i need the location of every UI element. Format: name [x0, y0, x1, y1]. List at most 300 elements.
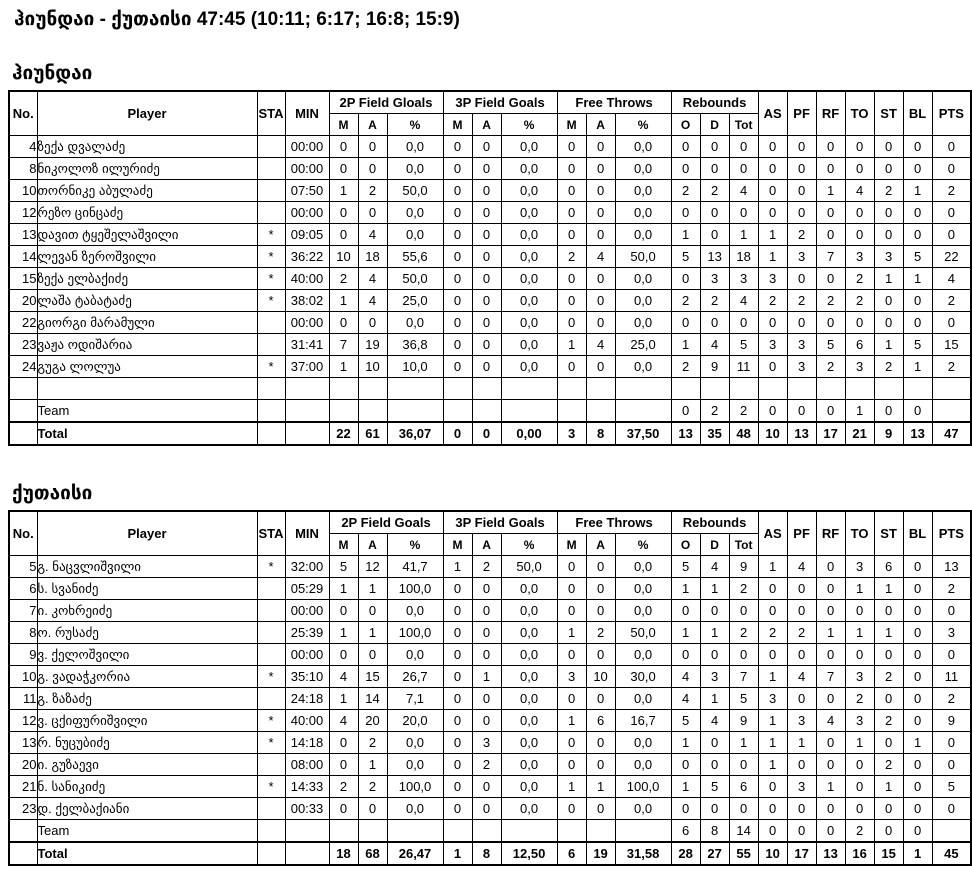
stat-cell: 0 — [443, 688, 472, 710]
stat-cell: 2 — [874, 710, 903, 732]
stat-cell: 1 — [358, 622, 387, 644]
stat-cell: 0 — [903, 622, 932, 644]
stat-cell: 0 — [443, 290, 472, 312]
player-row — [9, 732, 971, 754]
stat-cell: 3 — [787, 356, 816, 378]
team-row — [9, 400, 971, 423]
stat-cell: 0 — [557, 754, 586, 776]
stat-cell: 0 — [816, 644, 845, 666]
player-row — [9, 334, 971, 356]
stat-cell: 0 — [557, 202, 586, 224]
stat-cell: 0,0 — [501, 356, 557, 378]
stat-cell: 4 — [671, 666, 700, 688]
empty-cell — [285, 820, 329, 843]
stat-cell: 0 — [472, 422, 501, 445]
stat-cell: 0 — [329, 644, 358, 666]
subheader-d: D — [700, 114, 729, 136]
player-row — [9, 644, 971, 666]
stat-cell: 0 — [845, 754, 874, 776]
stat-cell: 1 — [874, 578, 903, 600]
stat-cell: 0,0 — [387, 202, 443, 224]
stat-cell: 0 — [586, 732, 615, 754]
stat-cell: 0 — [932, 644, 971, 666]
player-name: გ. ზაზაძე — [37, 688, 257, 710]
stat-cell: 10 — [586, 666, 615, 688]
stat-cell: 5 — [671, 710, 700, 732]
starter-mark — [257, 158, 285, 180]
stat-cell: 0 — [700, 312, 729, 334]
stat-cell: 3 — [729, 268, 758, 290]
stat-cell: 0 — [586, 556, 615, 578]
stat-cell: 1 — [671, 578, 700, 600]
stat-cell: 0 — [443, 578, 472, 600]
player-name — [37, 378, 257, 400]
stat-cell: 0,0 — [615, 290, 671, 312]
stat-cell: 3 — [700, 666, 729, 688]
stat-cell: 0 — [472, 268, 501, 290]
header-rebounds: Rebounds — [671, 91, 758, 114]
stat-cell: 9 — [932, 710, 971, 732]
stat-cell: 0 — [472, 202, 501, 224]
subheader-o: O — [671, 534, 700, 556]
stat-cell: 0 — [729, 136, 758, 158]
stat-cell: 13 — [700, 246, 729, 268]
empty-cell — [257, 842, 285, 865]
stat-cell: 55 — [729, 842, 758, 865]
stat-cell: 0 — [586, 754, 615, 776]
stat-cell: 2 — [586, 622, 615, 644]
stat-cell: 2 — [700, 400, 729, 423]
stat-cell: 2 — [874, 180, 903, 202]
starter-mark: * — [257, 224, 285, 246]
stat-cell: 0,0 — [615, 180, 671, 202]
stat-cell: 0 — [671, 798, 700, 820]
stat-cell: 0 — [671, 400, 700, 423]
player-row — [9, 136, 971, 158]
stat-cell: 0 — [932, 312, 971, 334]
stat-cell: 0,0 — [501, 666, 557, 688]
stat-cell — [358, 378, 387, 400]
subheader-percent: % — [615, 114, 671, 136]
stat-cell: 0 — [787, 312, 816, 334]
stat-cell: 0 — [787, 798, 816, 820]
stat-cell: 10 — [358, 356, 387, 378]
stat-cell: 0 — [472, 290, 501, 312]
stat-cell: 1 — [557, 776, 586, 798]
stat-cell: 0 — [932, 732, 971, 754]
header-pts: PTS — [932, 91, 971, 136]
header-bl: BL — [903, 511, 932, 556]
stat-cell: 0,0 — [501, 180, 557, 202]
stat-cell: 26,7 — [387, 666, 443, 688]
stat-cell: 3 — [845, 710, 874, 732]
stat-cell: 0 — [903, 202, 932, 224]
stat-cell: 0 — [816, 556, 845, 578]
stat-cell: 0,0 — [501, 622, 557, 644]
stat-cell: 2 — [845, 820, 874, 843]
starter-mark: * — [257, 246, 285, 268]
stat-cell: 0 — [787, 136, 816, 158]
stat-cell: 0 — [557, 268, 586, 290]
subheader-percent: % — [501, 114, 557, 136]
stat-cell: 0,0 — [387, 798, 443, 820]
stat-cell: 2 — [787, 290, 816, 312]
stat-cell: 0,0 — [615, 312, 671, 334]
stat-cell: 2 — [700, 290, 729, 312]
stat-cell: 0 — [557, 600, 586, 622]
stat-cell — [557, 400, 586, 423]
stat-cell: 0 — [671, 600, 700, 622]
stat-cell: 0 — [787, 268, 816, 290]
player-name: დავით ტყეშელაშვილი — [37, 224, 257, 246]
stat-cell: 2 — [932, 688, 971, 710]
player-name: ვ. ცქიფურიშვილი — [37, 710, 257, 732]
stat-cell: 22 — [932, 246, 971, 268]
stat-cell: 3 — [932, 622, 971, 644]
stat-cell: 0 — [557, 798, 586, 820]
stat-cell: 0 — [329, 798, 358, 820]
stat-cell: 0,0 — [501, 776, 557, 798]
team-name-home: ჰიუნდაი — [12, 63, 93, 84]
stat-cell: 0,0 — [615, 158, 671, 180]
stat-cell: 4 — [358, 290, 387, 312]
starter-mark — [257, 622, 285, 644]
stat-cell: 2 — [358, 732, 387, 754]
stat-cell: 0,0 — [501, 710, 557, 732]
stat-cell: 13 — [787, 422, 816, 445]
header-pf: PF — [787, 511, 816, 556]
stat-cell: 0 — [586, 158, 615, 180]
player-name: ზექა დვალაძე — [37, 136, 257, 158]
stat-cell: 2 — [700, 180, 729, 202]
stat-cell — [443, 820, 472, 843]
stat-cell: 9 — [700, 356, 729, 378]
stat-cell — [501, 400, 557, 423]
player-name: ნიკოლოზ ილურიძე — [37, 158, 257, 180]
stat-cell: 1 — [874, 622, 903, 644]
starter-mark — [257, 136, 285, 158]
stat-cell: 0 — [816, 400, 845, 423]
stat-cell: 0,0 — [501, 158, 557, 180]
stat-cell: 2 — [816, 356, 845, 378]
stat-cell — [932, 400, 971, 423]
stat-cell: 0 — [329, 202, 358, 224]
starter-mark: * — [257, 290, 285, 312]
stat-cell: 0,0 — [387, 136, 443, 158]
stat-cell: 0 — [758, 798, 787, 820]
stat-cell: 0 — [443, 666, 472, 688]
header-3p-field-goals: 3P Field Goals — [443, 511, 557, 534]
stat-cell: 0 — [358, 158, 387, 180]
minutes-played: 08:00 — [285, 754, 329, 776]
stat-cell: 0 — [845, 312, 874, 334]
stat-cell: 13 — [816, 842, 845, 865]
player-number: 11 — [9, 688, 37, 710]
stat-cell: 0 — [816, 688, 845, 710]
stat-cell: 50,0 — [615, 622, 671, 644]
stat-cell: 1 — [329, 290, 358, 312]
player-name: დ. ქელბაქიანი — [37, 798, 257, 820]
empty-cell — [257, 400, 285, 423]
stat-cell: 2 — [874, 754, 903, 776]
team-row-label: Team — [37, 820, 257, 843]
team-row-label: Team — [37, 400, 257, 423]
stat-cell: 0 — [472, 334, 501, 356]
stat-cell: 0 — [758, 158, 787, 180]
header-sta: STA — [257, 91, 285, 136]
empty-cell — [9, 422, 37, 445]
stat-cell: 0 — [932, 202, 971, 224]
minutes-played: 00:00 — [285, 136, 329, 158]
stat-cell: 0,0 — [501, 224, 557, 246]
stat-cell: 2 — [932, 356, 971, 378]
stat-cell: 0 — [932, 158, 971, 180]
stat-cell: 0 — [586, 600, 615, 622]
player-number: 24 — [9, 356, 37, 378]
stat-cell — [758, 378, 787, 400]
stat-cell — [586, 400, 615, 423]
stat-cell: 0 — [700, 798, 729, 820]
stat-cell: 1 — [329, 622, 358, 644]
player-row — [9, 290, 971, 312]
stat-cell: 0 — [845, 158, 874, 180]
header-to: TO — [845, 91, 874, 136]
stat-cell: 1 — [816, 622, 845, 644]
stat-cell: 0 — [671, 312, 700, 334]
header-pf: PF — [787, 91, 816, 136]
stat-cell: 0,0 — [615, 556, 671, 578]
stat-cell: 0 — [758, 578, 787, 600]
stat-cell: 0 — [358, 644, 387, 666]
header-min: MIN — [285, 91, 329, 136]
stat-cell: 0 — [816, 268, 845, 290]
stat-cell: 0 — [358, 136, 387, 158]
stat-cell: 7,1 — [387, 688, 443, 710]
stat-cell: 0 — [816, 158, 845, 180]
stat-cell: 0,0 — [501, 202, 557, 224]
stat-cell: 0 — [671, 136, 700, 158]
stat-cell: 0 — [586, 644, 615, 666]
stat-cell: 1 — [671, 732, 700, 754]
stat-cell: 0 — [443, 312, 472, 334]
stat-cell — [787, 378, 816, 400]
player-name: გიორგი მარამული — [37, 312, 257, 334]
player-number: 23 — [9, 334, 37, 356]
stat-cell: 1 — [329, 578, 358, 600]
minutes-played — [285, 378, 329, 400]
minutes-played: 00:00 — [285, 158, 329, 180]
stat-cell: 0 — [903, 136, 932, 158]
stat-cell: 30,0 — [615, 666, 671, 688]
header-to: TO — [845, 511, 874, 556]
player-name: ს. სვანიძე — [37, 578, 257, 600]
stat-cell: 0 — [903, 776, 932, 798]
stat-cell: 0 — [472, 136, 501, 158]
stat-cell: 0 — [557, 224, 586, 246]
stat-cell: 50,0 — [387, 180, 443, 202]
player-row — [9, 378, 971, 400]
header-pts: PTS — [932, 511, 971, 556]
stat-cell: 1 — [729, 224, 758, 246]
stat-cell: 0 — [758, 776, 787, 798]
stat-cell — [472, 400, 501, 423]
subheader-a: A — [358, 114, 387, 136]
stat-cell: 0 — [903, 556, 932, 578]
player-row — [9, 158, 971, 180]
stat-cell: 4 — [586, 334, 615, 356]
stat-cell: 7 — [329, 334, 358, 356]
stat-cell: 0 — [557, 180, 586, 202]
box-score-table-home — [8, 90, 972, 446]
stat-cell: 0 — [358, 600, 387, 622]
stat-cell: 1 — [903, 268, 932, 290]
stat-cell — [387, 400, 443, 423]
stat-cell: 50,0 — [501, 556, 557, 578]
stat-cell: 0,0 — [615, 224, 671, 246]
player-number: 7 — [9, 600, 37, 622]
minutes-played: 37:00 — [285, 356, 329, 378]
player-row — [9, 202, 971, 224]
stat-cell: 0 — [758, 202, 787, 224]
stat-cell: 0 — [932, 798, 971, 820]
stat-cell: 0,0 — [387, 732, 443, 754]
player-name: რეზო ცინცაძე — [37, 202, 257, 224]
stat-cell: 14 — [729, 820, 758, 843]
stat-cell: 0 — [816, 224, 845, 246]
stat-cell: 2 — [787, 224, 816, 246]
stat-cell: 20,0 — [387, 710, 443, 732]
stat-cell: 1 — [700, 688, 729, 710]
stat-cell: 1 — [874, 268, 903, 290]
stat-cell: 100,0 — [387, 776, 443, 798]
player-number: 6 — [9, 578, 37, 600]
stat-cell: 0 — [472, 600, 501, 622]
stat-cell: 4 — [700, 334, 729, 356]
stat-cell — [472, 820, 501, 843]
stat-cell: 0 — [903, 710, 932, 732]
stat-cell: 2 — [557, 246, 586, 268]
subheader-m: M — [443, 114, 472, 136]
stat-cell: 2 — [671, 180, 700, 202]
stat-cell: 0 — [729, 798, 758, 820]
starter-mark — [257, 180, 285, 202]
stat-cell: 0 — [472, 356, 501, 378]
minutes-played: 05:29 — [285, 578, 329, 600]
minutes-played: 14:18 — [285, 732, 329, 754]
stat-cell: 0 — [816, 600, 845, 622]
stat-cell: 0 — [845, 644, 874, 666]
stat-cell: 4 — [816, 710, 845, 732]
stat-cell: 18 — [329, 842, 358, 865]
subheader-a: A — [358, 534, 387, 556]
stat-cell: 0 — [671, 268, 700, 290]
stat-cell: 3 — [758, 334, 787, 356]
stat-cell: 1 — [845, 732, 874, 754]
stat-cell: 1 — [758, 732, 787, 754]
stat-cell: 26,47 — [387, 842, 443, 865]
minutes-played: 00:33 — [285, 798, 329, 820]
stat-cell: 1 — [472, 666, 501, 688]
stat-cell: 0 — [816, 578, 845, 600]
player-row — [9, 710, 971, 732]
stat-cell: 5 — [729, 688, 758, 710]
header-2p-field-goals: 2P Field Goals — [329, 511, 443, 534]
stat-cell: 2 — [729, 400, 758, 423]
subheader-m: M — [557, 114, 586, 136]
stat-cell: 0 — [443, 644, 472, 666]
player-row — [9, 224, 971, 246]
starter-mark — [257, 312, 285, 334]
stat-cell: 0 — [671, 202, 700, 224]
stat-cell: 3 — [787, 246, 816, 268]
stat-cell: 0 — [845, 202, 874, 224]
stat-cell: 0 — [472, 776, 501, 798]
stat-cell: 6 — [874, 556, 903, 578]
stat-cell: 10 — [329, 246, 358, 268]
stat-cell: 0 — [329, 732, 358, 754]
stat-cell: 7 — [816, 246, 845, 268]
stat-cell: 13 — [932, 556, 971, 578]
stat-cell: 0 — [443, 334, 472, 356]
stat-cell: 0 — [874, 202, 903, 224]
stat-cell: 4 — [729, 290, 758, 312]
player-number: 21 — [9, 776, 37, 798]
stat-cell: 0 — [932, 224, 971, 246]
player-number: 10 — [9, 180, 37, 202]
stat-cell: 1 — [358, 754, 387, 776]
stat-cell: 18 — [729, 246, 758, 268]
stat-cell: 0 — [557, 688, 586, 710]
stat-cell: 20 — [358, 710, 387, 732]
stat-cell: 0 — [903, 820, 932, 843]
header-bl: BL — [903, 91, 932, 136]
header-st: ST — [874, 511, 903, 556]
stat-cell: 1 — [586, 776, 615, 798]
stat-cell: 0 — [443, 136, 472, 158]
starter-mark: * — [257, 666, 285, 688]
subheader-o: O — [671, 114, 700, 136]
starter-mark: * — [257, 556, 285, 578]
stat-cell: 27 — [700, 842, 729, 865]
stat-cell — [387, 820, 443, 843]
stat-cell: 3 — [787, 334, 816, 356]
stat-cell: 0 — [787, 644, 816, 666]
stat-cell: 0,0 — [501, 688, 557, 710]
stat-cell: 0 — [671, 158, 700, 180]
stat-cell: 3 — [758, 268, 787, 290]
subheader-a: A — [586, 534, 615, 556]
stat-cell: 11 — [932, 666, 971, 688]
stat-cell: 2 — [472, 754, 501, 776]
stat-cell: 5 — [700, 776, 729, 798]
stat-cell: 1 — [903, 180, 932, 202]
stat-cell: 0 — [557, 578, 586, 600]
stat-cell: 0,0 — [501, 312, 557, 334]
stat-cell: 0 — [557, 732, 586, 754]
header-2p-field-goals: 2P Field Gloals — [329, 91, 443, 114]
stat-cell: 0 — [787, 754, 816, 776]
total-row — [9, 422, 971, 445]
stat-cell: 50,0 — [387, 268, 443, 290]
stat-cell: 0 — [472, 622, 501, 644]
stat-cell: 0 — [787, 578, 816, 600]
stat-cell — [557, 820, 586, 843]
stat-cell: 100,0 — [387, 578, 443, 600]
stat-cell: 2 — [932, 290, 971, 312]
stat-cell: 1 — [700, 622, 729, 644]
game-title: ჰიუნდაი - ქუთაისი 47:45 (10:11; 6:17; 16:8; 15:9) — [14, 9, 460, 30]
stat-cell: 0 — [472, 578, 501, 600]
